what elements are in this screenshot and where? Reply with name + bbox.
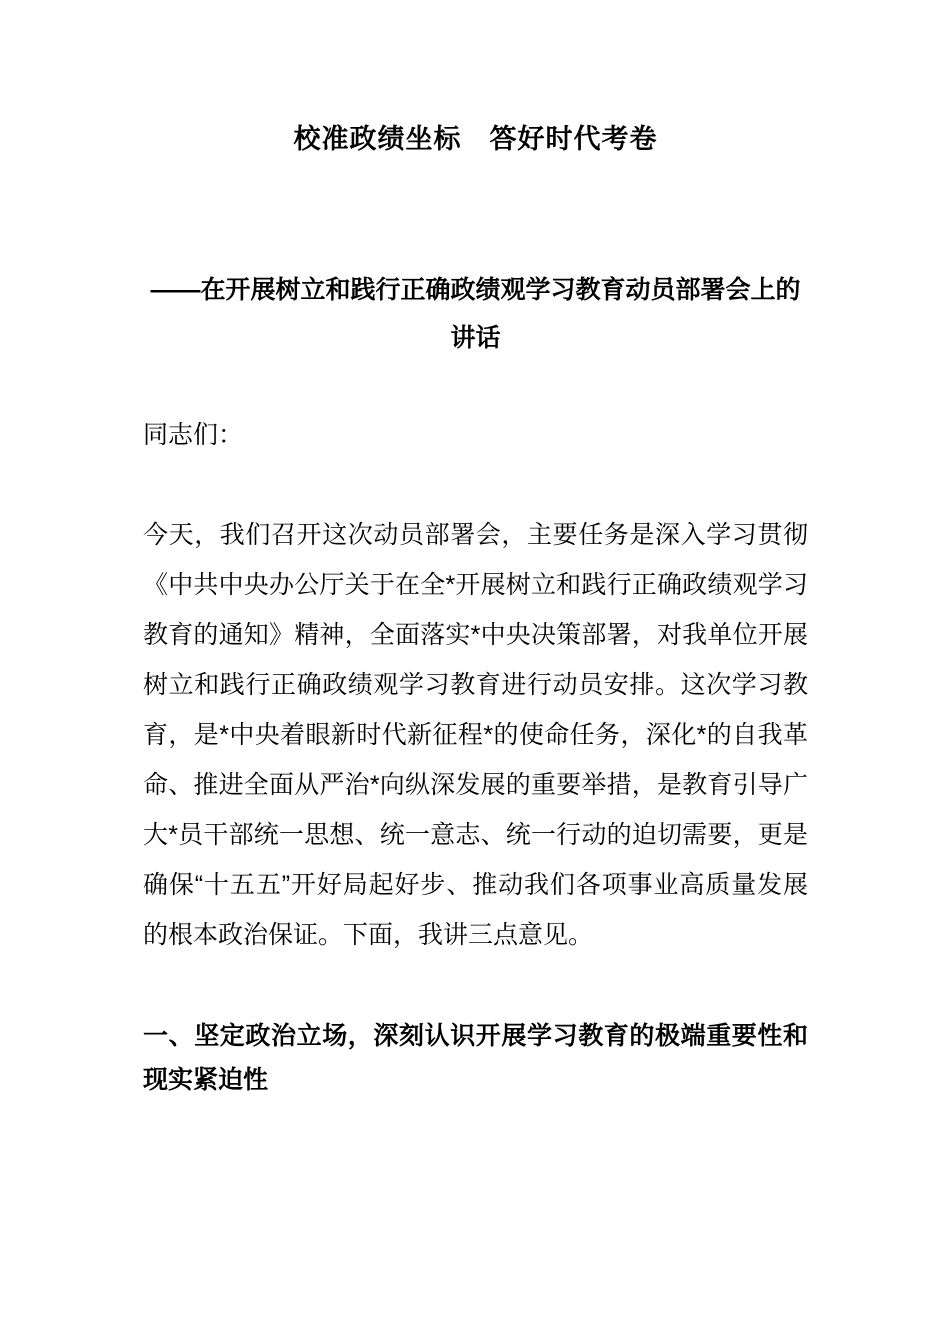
greeting-line: 同志们： [143, 421, 244, 449]
document-title: 校准政绩坐标 答好时代考卷 [293, 124, 658, 154]
document-subtitle: ——在开展树立和践行正确政绩观学习教育动员部署会上的讲话 [150, 276, 801, 352]
section-heading: 一、坚定政治立场，深刻认识开展学习教育的极端重要性和现实紧迫性 [143, 1022, 808, 1094]
body-paragraph: 今天，我们召开这次动员部署会，主要任务是深入学习贯彻《中共中央办公厅关于在全*开展树立和践行正确政绩观学习教育的通知》精神，全面落实*中央决策部署，对我单位开展树立和践行正确政绩观学习教育进行动员安排。这次学习教育，是*中央着眼新时代新征程*的使命任务，深化*的自我革命、推进全面从严治*向纵深发展的重要举措，是教育引导广大*员干部统一思想、统一意志、统一行动的迫切需要，更是确保“十五五”开好局起好步、推动我们各项事业高质量发展的根本政治保证。下面，我讲三点意见。 [143, 521, 808, 949]
